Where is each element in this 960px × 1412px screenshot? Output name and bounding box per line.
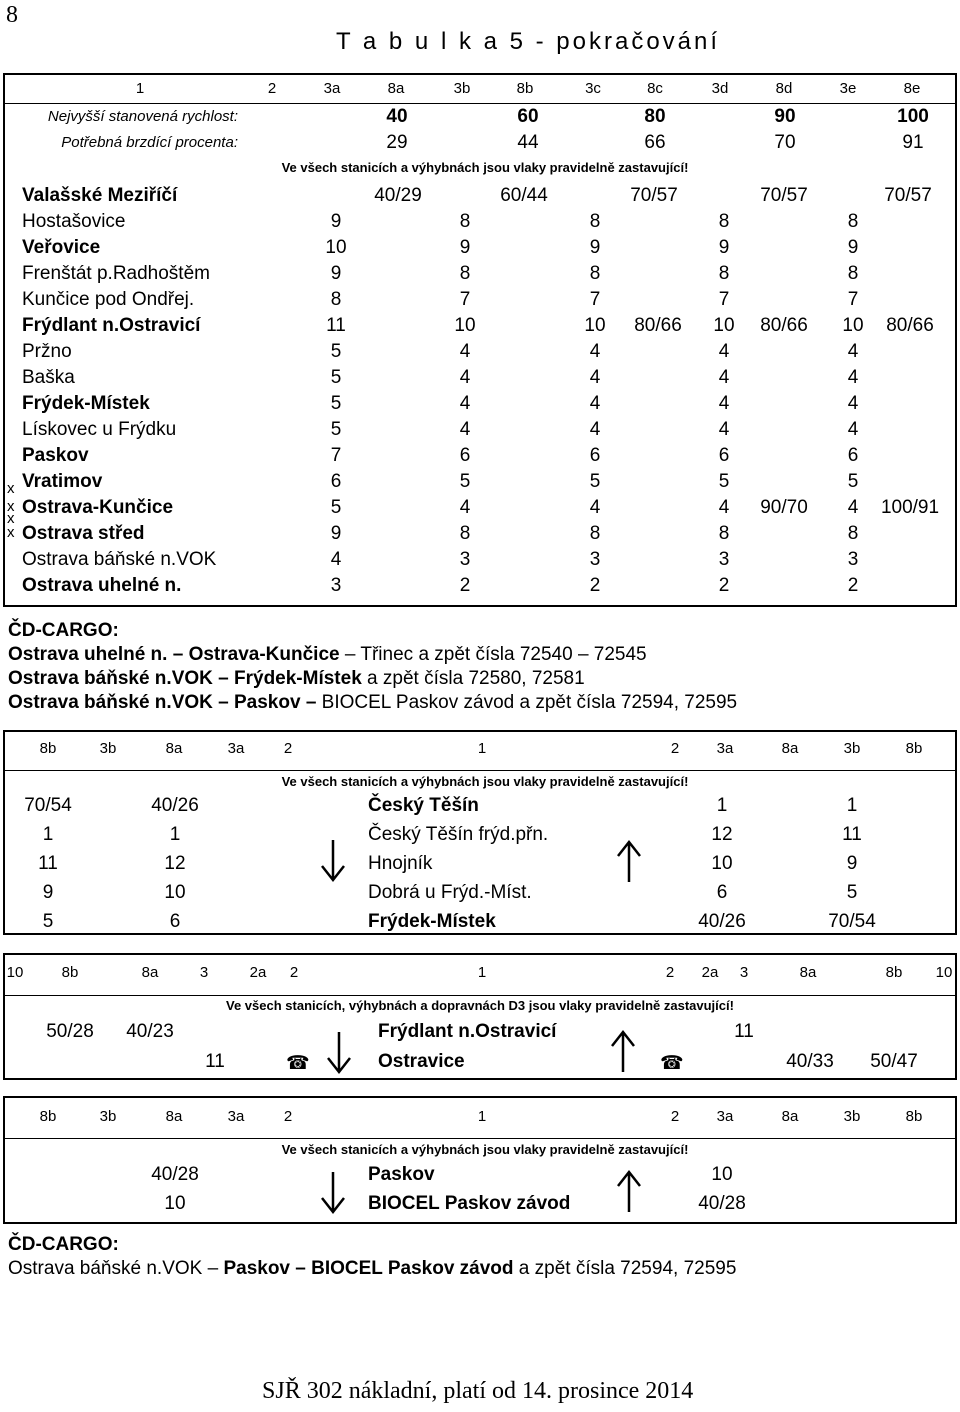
left-value: 5 (42, 911, 54, 932)
segment-value: 4 (718, 419, 730, 440)
segment-value: 4 (459, 367, 471, 388)
down-arrow-icon (318, 1170, 348, 1216)
column-header: 1 (477, 740, 487, 757)
station-name: Ostrava střed (22, 523, 145, 544)
left-value: 10 (164, 882, 186, 903)
column-header: 8e (903, 80, 921, 97)
segment-value: 6 (589, 445, 601, 466)
segment-value: 10 (325, 237, 347, 258)
segment-value: 2 (589, 575, 601, 596)
column-header: 3a (323, 80, 341, 97)
segment-value: 6 (330, 471, 342, 492)
left-value: 40/28 (151, 1164, 199, 1185)
right-value: 40/33 (786, 1051, 834, 1072)
segment-value: 5 (718, 471, 730, 492)
column-header: 3d (711, 80, 729, 97)
segment-value: 40/29 (374, 185, 422, 206)
page-title: T a b u l k a 5 - pokračování (336, 28, 721, 55)
segment-value: 4 (718, 393, 730, 414)
cargo-line-3: Ostrava báňské n.VOK – Paskov – BIOCEL Paskov závod a zpět čísla 72594, 72595 (8, 692, 738, 713)
left-value: 6 (169, 911, 181, 932)
station-name: Valašské Meziříčí (22, 185, 178, 206)
segment-value: 6 (459, 445, 471, 466)
speed-label: Nejvyšší stanovená rychlost: (47, 108, 238, 125)
up-arrow-icon (614, 838, 644, 884)
segment-value: 8 (330, 289, 342, 310)
column-header: 3 (739, 964, 749, 981)
segment-value: 4 (847, 497, 859, 518)
segment-value: 80/66 (634, 315, 682, 336)
up-arrow-icon (614, 1168, 644, 1214)
segment-value: 5 (330, 341, 342, 362)
segment-value: 70/57 (760, 185, 808, 206)
segment-value: 4 (847, 393, 859, 414)
right-value: 1 (846, 795, 858, 816)
column-header: 8a (387, 80, 405, 97)
column-header: 8a (799, 964, 817, 981)
speed-value: 80 (644, 106, 666, 127)
segment-value: 8 (847, 211, 859, 232)
station-name: Lískovec u Frýdku (22, 419, 177, 440)
segment-value: 4 (847, 341, 859, 362)
segment-value: 4 (589, 367, 601, 388)
segment-value: 6 (718, 445, 730, 466)
footer: SJŘ 302 nákladní, platí od 14. prosince 2014 (262, 1378, 694, 1404)
column-header: 2a (249, 964, 267, 981)
column-header: 2a (701, 964, 719, 981)
column-header: 2 (283, 740, 293, 757)
column-header: 1 (477, 1108, 487, 1125)
segment-value: 2 (718, 575, 730, 596)
segment-value: 8 (589, 523, 601, 544)
cargo-line-2: Ostrava báňské n.VOK – Frýdek-Místek a zpět čísla 72580, 72581 (8, 668, 585, 689)
stop-notice: Ve všech stanicích a výhybnách jsou vlaky pravidelně zastavující! (281, 1142, 689, 1157)
segment-value: 5 (459, 471, 471, 492)
segment-value: 8 (459, 263, 471, 284)
segment-value: 90/70 (760, 497, 808, 518)
segment-value: 9 (330, 211, 342, 232)
column-header: 8a (165, 740, 183, 757)
segment-value: 9 (718, 237, 730, 258)
column-header: 3b (453, 80, 471, 97)
station-name: Pržno (22, 341, 72, 362)
column-header: 2 (283, 1108, 293, 1125)
segment-value: 4 (589, 393, 601, 414)
column-header: 8a (141, 964, 159, 981)
segment-value: 4 (589, 419, 601, 440)
brake-value: 66 (644, 132, 666, 153)
left-value: 70/54 (24, 795, 72, 816)
left-value: 40/23 (126, 1021, 174, 1042)
segment-value: 5 (330, 367, 342, 388)
column-header: 8a (165, 1108, 183, 1125)
segment-value: 3 (718, 549, 730, 570)
segment-value: 8 (589, 211, 601, 232)
left-value: 9 (42, 882, 54, 903)
segment-value: 4 (847, 419, 859, 440)
column-header: 3e (839, 80, 857, 97)
stop-notice: Ve všech stanicích a výhybnách jsou vlaky pravidelně zastavující! (281, 160, 689, 175)
right-value: 10 (711, 1164, 733, 1185)
brake-value: 70 (774, 132, 796, 153)
left-value: 40/26 (151, 795, 199, 816)
right-value: 9 (846, 853, 858, 874)
column-header: 8b (885, 964, 903, 981)
segment-value: 3 (589, 549, 601, 570)
station-name: Ostrava uhelné n. (22, 575, 182, 596)
right-value: 40/26 (698, 911, 746, 932)
brake-value: 91 (902, 132, 924, 153)
column-header: 8b (516, 80, 534, 97)
segment-value: 4 (330, 549, 342, 570)
column-header: 3a (716, 740, 734, 757)
segment-value: 9 (847, 237, 859, 258)
station-name: Frýdlant n.Ostravicí (22, 315, 201, 336)
station-name: Baška (22, 367, 75, 388)
cargo-label-1: ČD-CARGO: (8, 620, 119, 641)
column-header: 3a (227, 740, 245, 757)
right-value: 70/54 (828, 911, 876, 932)
column-header: 10 (6, 964, 24, 981)
column-header: 1 (135, 80, 145, 97)
column-header: 3b (99, 740, 117, 757)
column-header: 3b (99, 1108, 117, 1125)
segment-value: 5 (589, 471, 601, 492)
segment-value: 70/57 (884, 185, 932, 206)
station-name: Frýdlant n.Ostravicí (378, 1021, 557, 1042)
segment-value: 9 (330, 523, 342, 544)
left-value: 12 (164, 853, 186, 874)
column-header: 8d (775, 80, 793, 97)
segment-value: 8 (718, 263, 730, 284)
segment-value: 5 (847, 471, 859, 492)
up-arrow-icon (608, 1028, 638, 1074)
segment-value: 4 (459, 497, 471, 518)
right-value: 1 (716, 795, 728, 816)
right-value: 5 (846, 882, 858, 903)
segment-value: 10 (842, 315, 864, 336)
segment-value: 8 (459, 523, 471, 544)
down-arrow-icon (324, 1030, 354, 1076)
column-header: 8a (781, 740, 799, 757)
column-header: 3a (227, 1108, 245, 1125)
segment-value: 70/57 (630, 185, 678, 206)
segment-value: 2 (459, 575, 471, 596)
segment-value: 4 (589, 341, 601, 362)
segment-value: 8 (459, 211, 471, 232)
phone-icon: ☎ (286, 1053, 310, 1074)
segment-value: 8 (589, 263, 601, 284)
segment-value: 100/91 (880, 497, 940, 518)
left-value: 1 (169, 824, 181, 845)
cargo-line-1: Ostrava uhelné n. – Ostrava-Kunčice – Třinec a zpět čísla 72540 – 72545 (8, 644, 647, 665)
segment-value: 9 (589, 237, 601, 258)
station-name: Vratimov (22, 471, 103, 492)
segment-value: 4 (589, 497, 601, 518)
cargo-line-4: Ostrava báňské n.VOK – Paskov – BIOCEL Paskov závod a zpět čísla 72594, 72595 (8, 1258, 737, 1279)
left-value: 11 (205, 1051, 225, 1072)
segment-value: 11 (326, 315, 346, 336)
column-header: 10 (935, 964, 953, 981)
segment-value: 7 (718, 289, 730, 310)
column-header: 8b (905, 1108, 923, 1125)
x-mark: x (7, 524, 15, 541)
column-header: 8b (61, 964, 79, 981)
station-name: Hnojník (368, 853, 433, 874)
speed-value: 90 (774, 106, 796, 127)
left-value: 1 (42, 824, 54, 845)
brake-label: Potřebná brzdící procenta: (61, 134, 238, 151)
column-header: 8c (647, 80, 663, 97)
segment-value: 7 (330, 445, 342, 466)
column-header: 2 (267, 80, 277, 97)
segment-value: 7 (459, 289, 471, 310)
column-header: 2 (670, 740, 680, 757)
column-header: 2 (289, 964, 299, 981)
brake-value: 29 (386, 132, 408, 153)
segment-value: 9 (459, 237, 471, 258)
left-value: 11 (38, 853, 58, 874)
column-header: 3a (716, 1108, 734, 1125)
station-name: Veřovice (22, 237, 101, 258)
station-name: Paskov (368, 1164, 435, 1185)
segment-value: 10 (454, 315, 476, 336)
station-name: Dobrá u Frýd.-Míst. (368, 882, 532, 903)
station-name: Frýdek-Místek (368, 911, 496, 932)
segment-value: 80/66 (886, 315, 934, 336)
segment-value: 3 (459, 549, 471, 570)
column-header: 3c (585, 80, 601, 97)
station-name: Frýdek-Místek (22, 393, 150, 414)
segment-value: 2 (847, 575, 859, 596)
speed-value: 40 (386, 106, 408, 127)
down-arrow-icon (318, 838, 348, 884)
segment-value: 4 (459, 419, 471, 440)
station-name: Paskov (22, 445, 89, 466)
segment-value: 4 (718, 497, 730, 518)
phone-icon: ☎ (660, 1053, 684, 1074)
station-name: Hostašovice (22, 211, 126, 232)
right-value: 10 (711, 853, 733, 874)
segment-value: 4 (459, 341, 471, 362)
right-value: 40/28 (698, 1193, 746, 1214)
x-mark: x (7, 480, 15, 497)
brake-value: 44 (517, 132, 539, 153)
x-mark: x (7, 498, 15, 515)
right-value: 11 (734, 1021, 754, 1042)
segment-value: 5 (330, 497, 342, 518)
segment-value: 60/44 (500, 185, 548, 206)
segment-value: 8 (718, 523, 730, 544)
station-name: Český Těšín frýd.přn. (368, 824, 549, 845)
column-header: 3 (199, 964, 209, 981)
right-value: 12 (711, 824, 733, 845)
station-name: Kunčice pod Ondřej. (22, 289, 195, 310)
segment-value: 7 (847, 289, 859, 310)
segment-value: 5 (330, 419, 342, 440)
segment-value: 9 (330, 263, 342, 284)
column-header: 1 (477, 964, 487, 981)
column-header: 2 (665, 964, 675, 981)
segment-value: 4 (718, 367, 730, 388)
right-value: 11 (842, 824, 862, 845)
segment-value: 10 (713, 315, 735, 336)
station-name: Ostrava-Kunčice (22, 497, 174, 518)
segment-value: 6 (847, 445, 859, 466)
speed-value: 100 (897, 106, 929, 127)
column-header: 2 (670, 1108, 680, 1125)
segment-value: 3 (330, 575, 342, 596)
right-value: 6 (716, 882, 728, 903)
cargo-label-2: ČD-CARGO: (8, 1234, 119, 1255)
segment-value: 5 (330, 393, 342, 414)
segment-value: 4 (847, 367, 859, 388)
segment-value: 80/66 (760, 315, 808, 336)
page-number: 8 (6, 2, 18, 28)
station-name: Ostrava báňské n.VOK (22, 549, 217, 570)
segment-value: 8 (847, 263, 859, 284)
segment-value: 8 (847, 523, 859, 544)
station-name: Český Těšín (368, 795, 479, 816)
segment-value: 4 (459, 393, 471, 414)
segment-value: 10 (584, 315, 606, 336)
stop-notice: Ve všech stanicích, výhybnách a dopravnách D3 jsou vlaky pravidelně zastavující! (226, 998, 734, 1013)
left-value: 50/28 (46, 1021, 94, 1042)
segment-value: 3 (847, 549, 859, 570)
column-header: 8b (39, 1108, 57, 1125)
x-mark: x (7, 510, 15, 527)
segment-value: 7 (589, 289, 601, 310)
column-header: 8b (905, 740, 923, 757)
column-header: 8a (781, 1108, 799, 1125)
speed-value: 60 (517, 106, 539, 127)
column-header: 8b (39, 740, 57, 757)
station-name: BIOCEL Paskov závod (368, 1193, 571, 1214)
station-name: Ostravice (378, 1051, 465, 1072)
segment-value: 4 (718, 341, 730, 362)
column-header: 3b (843, 1108, 861, 1125)
segment-value: 8 (718, 211, 730, 232)
station-name: Frenštát p.Radhoštěm (22, 263, 210, 284)
stop-notice: Ve všech stanicích a výhybnách jsou vlaky pravidelně zastavující! (281, 774, 689, 789)
right-value: 50/47 (870, 1051, 918, 1072)
left-value: 10 (164, 1193, 186, 1214)
column-header: 3b (843, 740, 861, 757)
